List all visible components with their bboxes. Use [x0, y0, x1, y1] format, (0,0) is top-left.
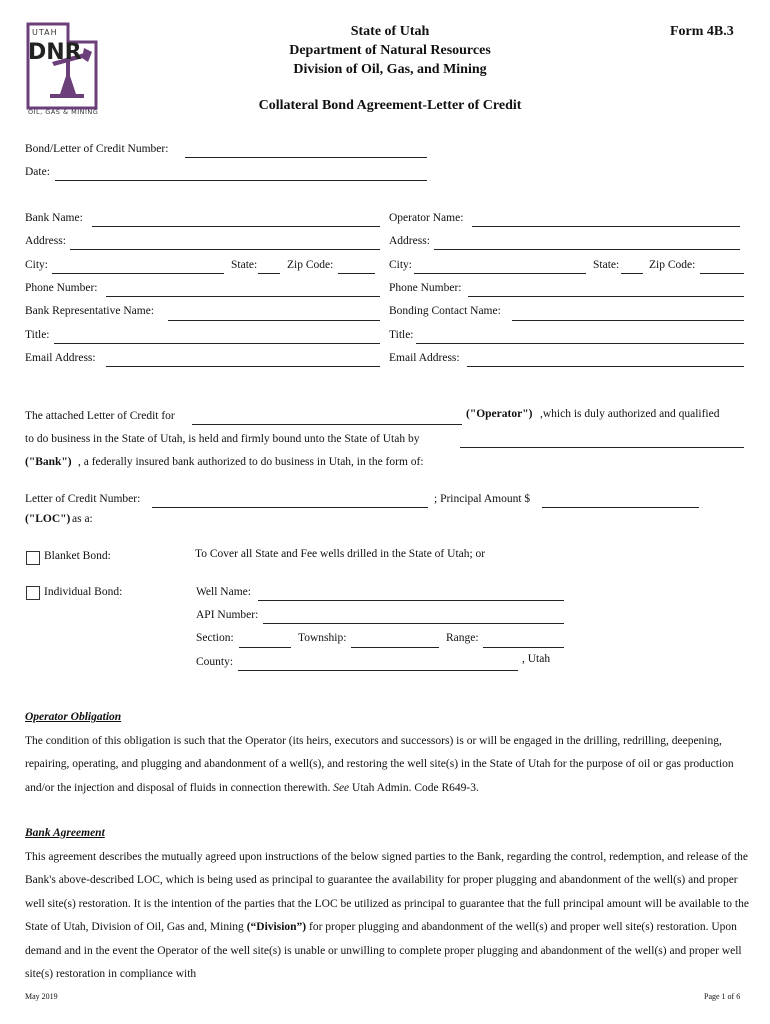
footer-date: May 2019	[25, 992, 58, 1001]
operator-contact-label: Bonding Contact Name:	[389, 305, 501, 317]
range-label: Range:	[446, 632, 479, 644]
bank-state-label: State:	[231, 259, 258, 271]
operator-address-label: Address:	[389, 235, 430, 247]
operator-state-label: State:	[593, 259, 620, 271]
api-number-label: API Number:	[196, 609, 259, 621]
county-label: County:	[196, 656, 234, 668]
operator-zip-label: Zip Code:	[649, 259, 696, 271]
logo-top-text: UTAH	[32, 28, 58, 37]
bank-agreement-heading: Bank Agreement	[25, 827, 105, 839]
operator-contact-field[interactable]	[512, 320, 744, 321]
bond-number-label: Bond/Letter of Credit Number:	[25, 143, 169, 155]
bank-email-field[interactable]	[106, 366, 380, 367]
well-name-label: Well Name:	[196, 586, 251, 598]
county-field[interactable]	[238, 670, 518, 671]
form-title: Collateral Bond Agreement-Letter of Credit	[258, 98, 522, 113]
operator-address-field[interactable]	[434, 249, 740, 250]
attached-bank-field[interactable]	[460, 447, 744, 448]
api-number-field[interactable]	[263, 623, 564, 624]
operator-phone-label: Phone Number:	[389, 282, 462, 294]
bond-number-field[interactable]	[185, 157, 427, 158]
bank-address-field[interactable]	[70, 249, 380, 250]
date-label: Date:	[25, 166, 50, 178]
township-field[interactable]	[351, 647, 439, 648]
loc-as-a: as a:	[72, 513, 93, 525]
bank-name-label: Bank Name:	[25, 212, 83, 224]
bank-phone-field[interactable]	[106, 296, 380, 297]
operator-city-field[interactable]	[414, 273, 586, 274]
blanket-bond-checkbox[interactable]	[26, 551, 40, 565]
bank-title-label: Title:	[25, 329, 50, 341]
bank-phone-label: Phone Number:	[25, 282, 98, 294]
bank-name-field[interactable]	[92, 226, 380, 227]
operator-city-label: City:	[389, 259, 413, 271]
operator-zip-field[interactable]	[700, 273, 744, 274]
section-field[interactable]	[239, 647, 291, 648]
bank-title-field[interactable]	[54, 343, 380, 344]
range-field[interactable]	[483, 647, 564, 648]
operator-name-label: Operator Name:	[389, 212, 464, 224]
bank-rep-label: Bank Representative Name:	[25, 305, 155, 317]
operator-title-label: Title:	[389, 329, 414, 341]
bank-rep-field[interactable]	[168, 320, 380, 321]
operator-name-field[interactable]	[472, 226, 740, 227]
blanket-bond-label: Blanket Bond:	[44, 550, 111, 562]
footer-page: Page 1 of 6	[704, 992, 741, 1001]
operator-obligation-text: The condition of this obligation is such that the Operator (its heirs, executors and successors) is or will be engaged in the drilling, redrilling, deepening, repairing, operating, and plugging and abandonment of a well(s), and restoring the well site(s) in the State of Utah for the purpose of oil or gas production and/or the injection and disposal of fluids in connection therewith. See Utah Admin. Code R649-3.	[25, 735, 734, 794]
bank-city-field[interactable]	[52, 273, 224, 274]
bank-zip-field[interactable]	[338, 273, 375, 274]
attached-line-3: , a federally insured bank authorized to do business in Utah, in the form of:	[78, 456, 424, 468]
operator-tag: ("Operator")	[466, 408, 533, 420]
utah-suffix: , Utah	[522, 653, 551, 665]
operator-state-field[interactable]	[621, 273, 643, 274]
individual-bond-checkbox[interactable]	[26, 586, 40, 600]
bank-tag: ("Bank")	[25, 456, 72, 468]
loc-tag: ("LOC")	[25, 513, 71, 525]
date-field[interactable]	[55, 180, 427, 181]
attached-loc-suffix: ,which is duly authorized and qualified	[540, 408, 720, 420]
well-name-field[interactable]	[258, 600, 564, 601]
bank-state-field[interactable]	[258, 273, 280, 274]
logo-mark: DNR	[28, 40, 82, 65]
operator-phone-field[interactable]	[468, 296, 744, 297]
header-line-1: State of Utah	[350, 24, 430, 39]
attached-operator-field[interactable]	[192, 424, 462, 425]
bank-city-label: City:	[25, 259, 49, 271]
individual-bond-label: Individual Bond:	[44, 586, 123, 598]
operator-email-field[interactable]	[467, 366, 744, 367]
principal-amount-field[interactable]	[542, 507, 699, 508]
bank-address-label: Address:	[25, 235, 66, 247]
logo-bottom-text: OIL, GAS & MINING	[28, 108, 99, 116]
header-line-3: Division of Oil, Gas, and Mining	[293, 62, 487, 77]
bank-agreement-text: This agreement describes the mutually agreed upon instructions of the below signed parties to the Bank, regarding the control, redemption, and release of the Bank's above-described LOC, which is being used as principal to guarantee the availability for proper plugging and abandonment of the well(s) and proper well site(s) restoration. It is the intention of the parties that the LOC be utilized as principal to guarantee that the full principal amount will be available to the State of Utah, Division of Oil, Gas and, Mining (“Division”) for proper plugging and abandonment of the well(s) and proper well site(s) restoration. Upon demand and in the event the Operator of the well site(s) is unable or unwilling to complete proper plugging and abandonment of the well(s) and proper well site(s) restoration in compliance with	[25, 851, 749, 981]
form-number: Form 4B.3	[670, 24, 734, 39]
attached-line-2: to do business in the State of Utah, is held and firmly bound unto the State of Utah by	[25, 433, 420, 445]
operator-email-label: Email Address:	[389, 352, 460, 364]
blanket-bond-text: To Cover all State and Fee wells drilled in the State of Utah; or	[195, 548, 486, 560]
principal-amount-label: ; Principal Amount $	[434, 493, 531, 505]
operator-obligation-heading: Operator Obligation	[25, 711, 122, 723]
township-label: Township:	[298, 632, 347, 644]
attached-loc-prefix: The attached Letter of Credit for	[25, 410, 175, 422]
section-label: Section:	[196, 632, 234, 644]
loc-number-field[interactable]	[152, 507, 428, 508]
bank-zip-label: Zip Code:	[287, 259, 334, 271]
operator-title-field[interactable]	[416, 343, 744, 344]
header-line-2: Department of Natural Resources	[289, 43, 491, 58]
loc-number-label: Letter of Credit Number:	[25, 493, 141, 505]
bank-email-label: Email Address:	[25, 352, 96, 364]
